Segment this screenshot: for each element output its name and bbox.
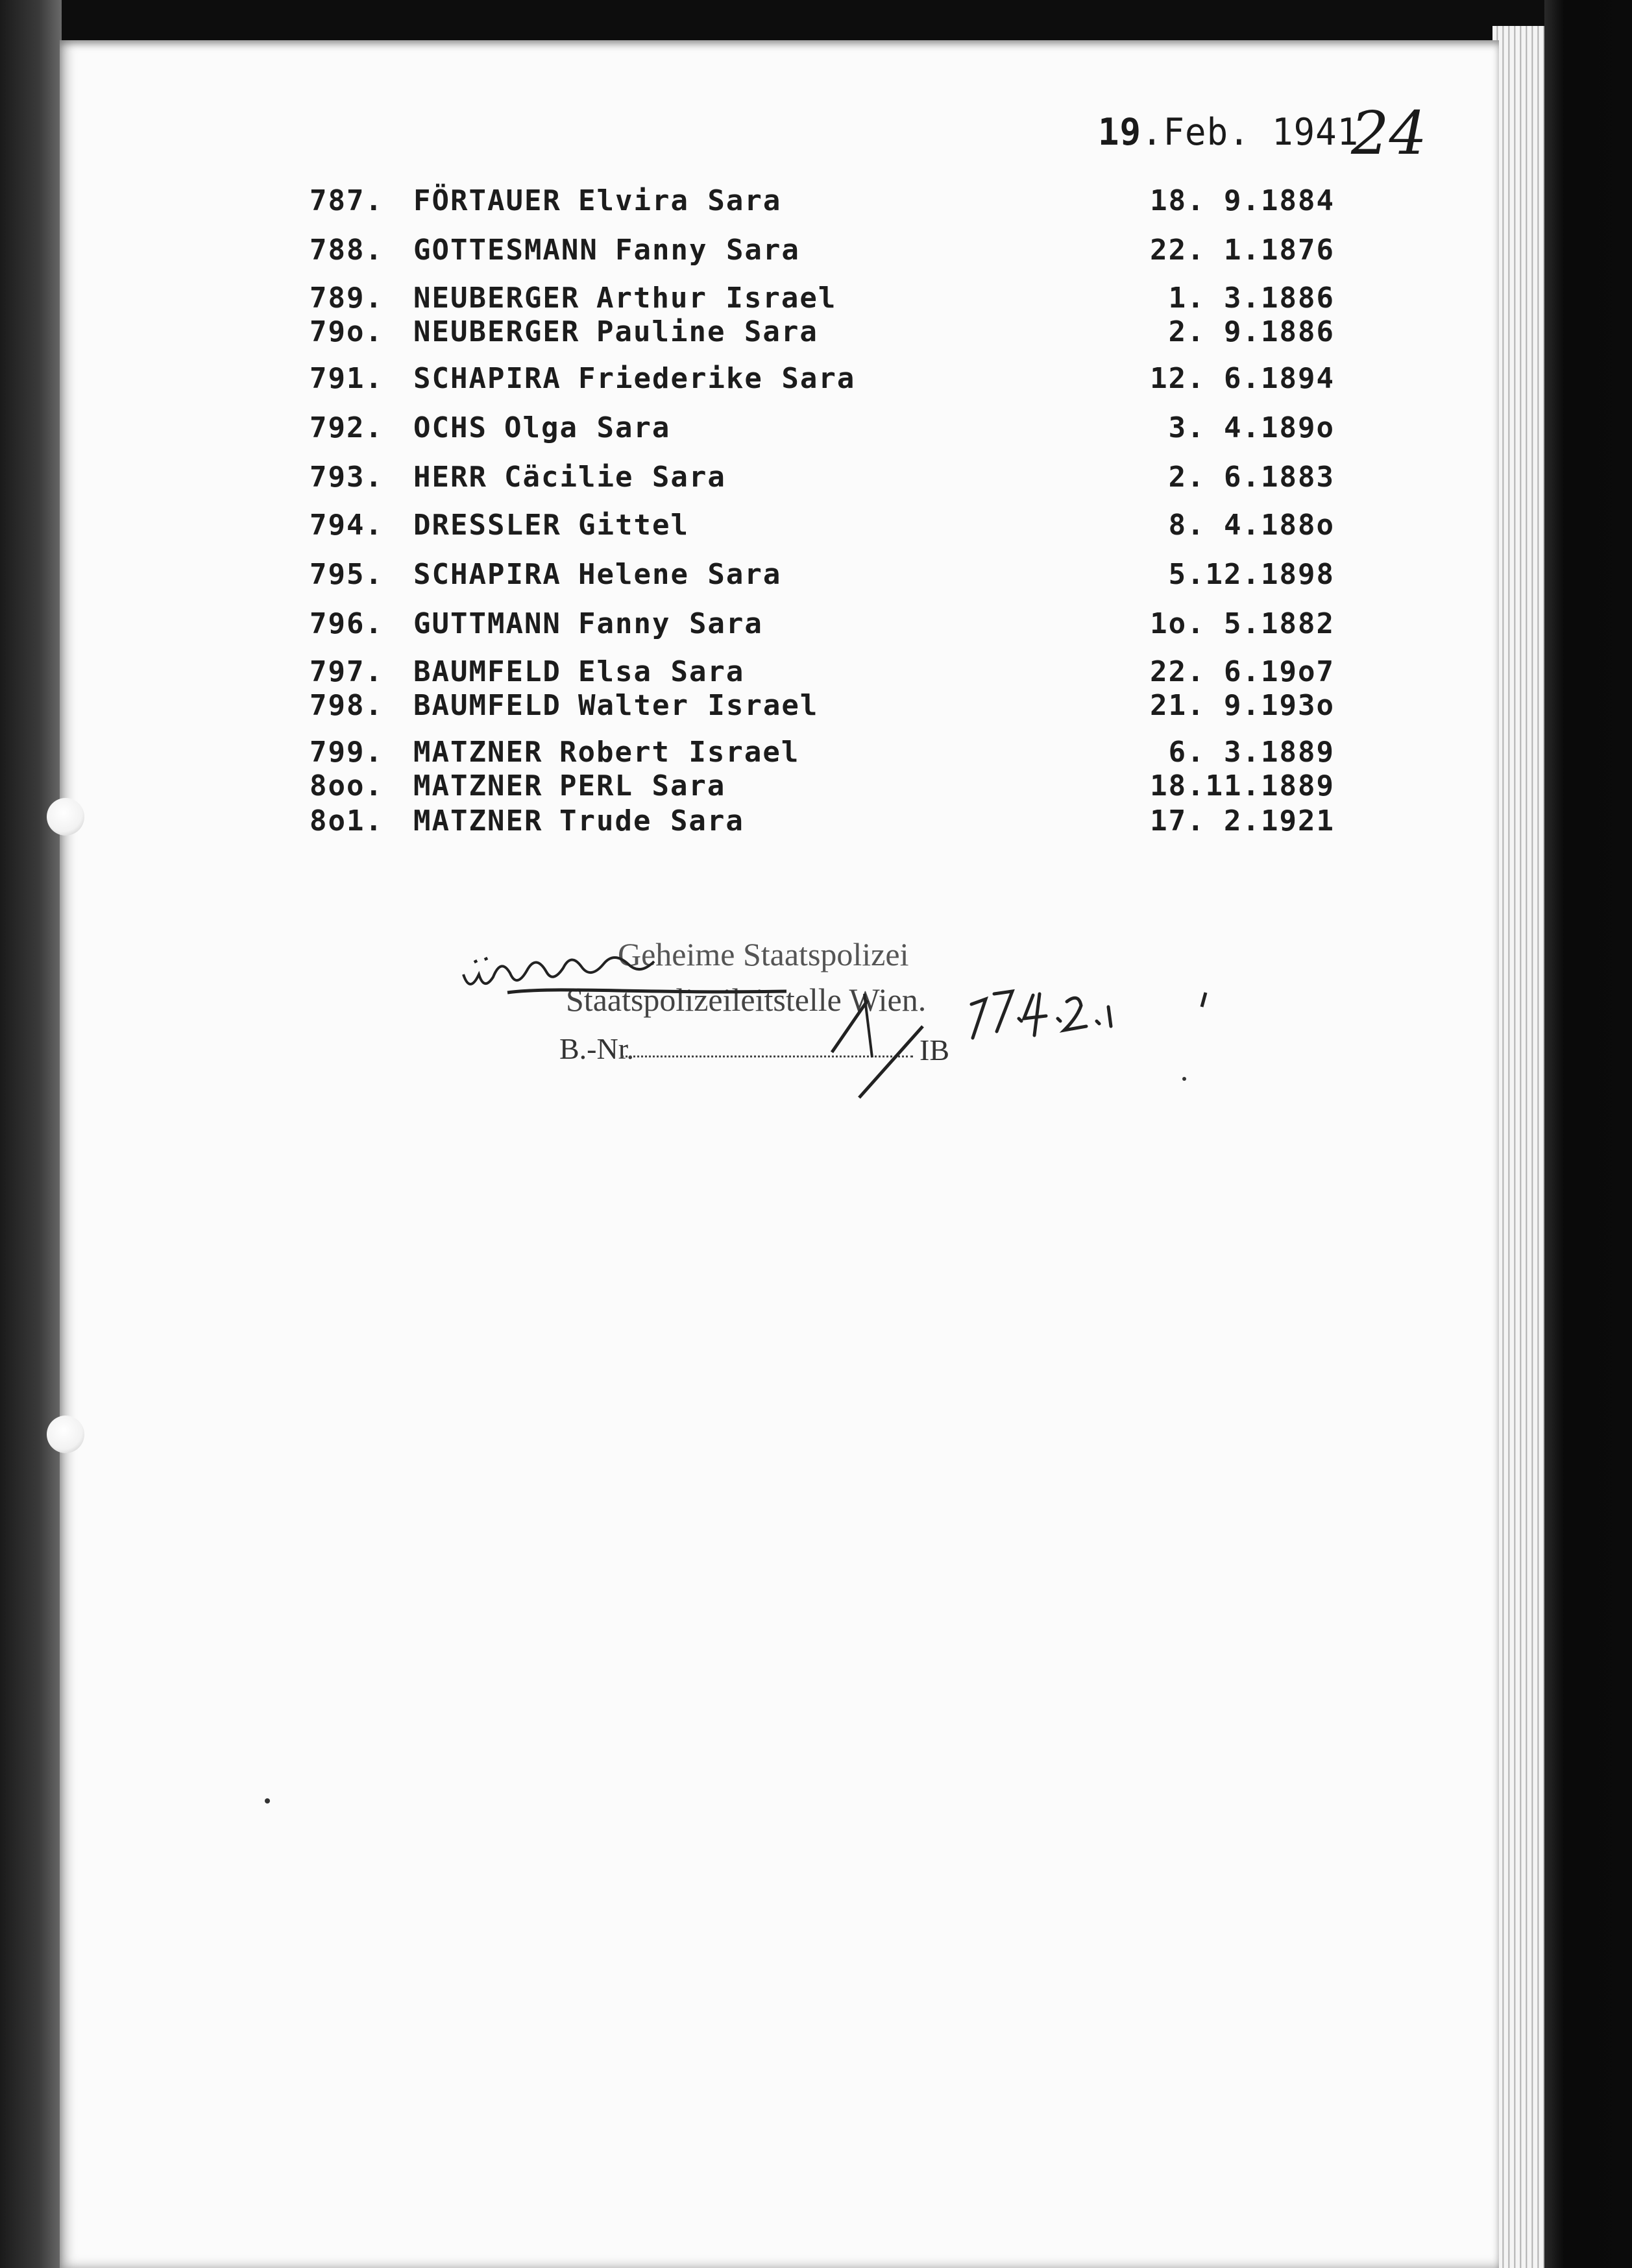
- entry-birth-date: 17. 2.1921: [1150, 804, 1335, 838]
- entry-given-names: Friederike Sara: [578, 362, 856, 395]
- stamp-reference-suffix: IB: [920, 1033, 949, 1067]
- handwritten-annotations: [60, 40, 1499, 2268]
- handwritten-date: [971, 991, 1111, 1038]
- entry-surname: BAUMFELD: [413, 655, 561, 688]
- entry-surname: GUTTMANN: [413, 607, 561, 640]
- entry-number: 792.: [310, 411, 384, 444]
- entry-birth-date: 6. 3.1889: [1168, 736, 1335, 769]
- handwritten-umlaut: [475, 958, 487, 963]
- entry-birth-date: 2. 6.1883: [1168, 461, 1335, 494]
- scanner-background-right: [1544, 0, 1632, 2268]
- entry-given-names: Olga Sara: [504, 411, 671, 444]
- entry-surname: BAUMFELD: [413, 689, 561, 722]
- page-stack-edge: [1492, 26, 1551, 2268]
- entry-given-names: Trude Sara: [559, 804, 744, 838]
- entry-birth-date: 18.11.1889: [1150, 769, 1335, 802]
- entry-number: 791.: [310, 362, 384, 395]
- entry-number: 796.: [310, 607, 384, 640]
- scanner-background-top: [0, 0, 1632, 45]
- folio-number: 24: [1351, 99, 1428, 168]
- entry-surname: NEUBERGER: [413, 282, 580, 315]
- entry-given-names: Fanny Sara: [578, 607, 763, 640]
- ink-speck: [1182, 1077, 1186, 1081]
- entry-surname: MATZNER: [413, 736, 543, 769]
- entry-birth-date: 8. 4.188o: [1168, 509, 1335, 542]
- entry-given-names: Cäcilie Sara: [504, 461, 726, 494]
- handwritten-bar: [864, 994, 872, 1057]
- entry-birth-date: 5.12.1898: [1168, 558, 1335, 591]
- stamp-reference-label: B.-Nr.: [559, 1032, 634, 1065]
- entry-birth-date: 18. 9.1884: [1150, 184, 1335, 217]
- entry-surname: MATZNER: [413, 804, 543, 838]
- entry-number: 797.: [310, 655, 384, 688]
- entry-birth-date: 22. 1.1876: [1150, 234, 1335, 267]
- handwritten-slash: [832, 1000, 868, 1052]
- entry-surname: FÖRTAUER: [413, 184, 561, 217]
- handwritten-tick: [1202, 993, 1206, 1007]
- entry-number: 8o1.: [310, 804, 384, 838]
- entry-number: 8oo.: [310, 769, 384, 802]
- entry-birth-date: 3. 4.189o: [1168, 411, 1335, 444]
- entry-birth-date: 1o. 5.1882: [1150, 607, 1335, 640]
- entry-number: 787.: [310, 184, 384, 217]
- scanner-background-left: [0, 0, 62, 2268]
- entry-given-names: Helene Sara: [578, 558, 782, 591]
- entry-surname: GOTTESMANN: [413, 234, 598, 267]
- entry-birth-date: 22. 6.19o7: [1150, 655, 1335, 688]
- entry-given-names: Elsa Sara: [578, 655, 745, 688]
- entry-given-names: Fanny Sara: [615, 234, 800, 267]
- entry-number: 799.: [310, 736, 384, 769]
- entry-number: 795.: [310, 558, 384, 591]
- stamp-office: Staatspolizeileitstelle Wien.: [566, 982, 927, 1018]
- entry-given-names: PERL Sara: [559, 769, 726, 802]
- entry-given-names: Robert Israel: [559, 736, 800, 769]
- entry-birth-date: 2. 9.1886: [1168, 315, 1335, 348]
- entry-birth-date: 1. 3.1886: [1168, 282, 1335, 315]
- entry-birth-date: 21. 9.193o: [1150, 689, 1335, 722]
- entry-number: 794.: [310, 509, 384, 542]
- paper-sheet: [60, 40, 1499, 2268]
- entry-given-names: Arthur Israel: [596, 282, 837, 315]
- entry-number: 79o.: [310, 315, 384, 348]
- entry-given-names: Elvira Sara: [578, 184, 782, 217]
- entry-surname: SCHAPIRA: [413, 362, 561, 395]
- ink-speck: [265, 1798, 270, 1804]
- date-month-year: .Feb. 1941: [1141, 110, 1359, 154]
- handwritten-scribble: [463, 958, 654, 984]
- entry-birth-date: 12. 6.1894: [1150, 362, 1335, 395]
- entry-given-names: Pauline Sara: [596, 315, 818, 348]
- entry-number: 798.: [310, 689, 384, 722]
- entry-given-names: Walter Israel: [578, 689, 819, 722]
- entry-surname: HERR: [413, 461, 487, 494]
- stamp-agency: Geheime Staatspolizei: [618, 936, 909, 972]
- entry-number: 789.: [310, 282, 384, 315]
- entry-surname: NEUBERGER: [413, 315, 580, 348]
- entry-given-names: Gittel: [578, 509, 689, 542]
- date-day: 19: [1098, 110, 1142, 154]
- strike-through-mark: [507, 990, 786, 993]
- entry-number: 793.: [310, 461, 384, 494]
- entry-surname: OCHS: [413, 411, 487, 444]
- entry-surname: MATZNER: [413, 769, 543, 802]
- entry-surname: DRESSLER: [413, 509, 561, 542]
- entry-surname: SCHAPIRA: [413, 558, 561, 591]
- entry-number: 788.: [310, 234, 384, 267]
